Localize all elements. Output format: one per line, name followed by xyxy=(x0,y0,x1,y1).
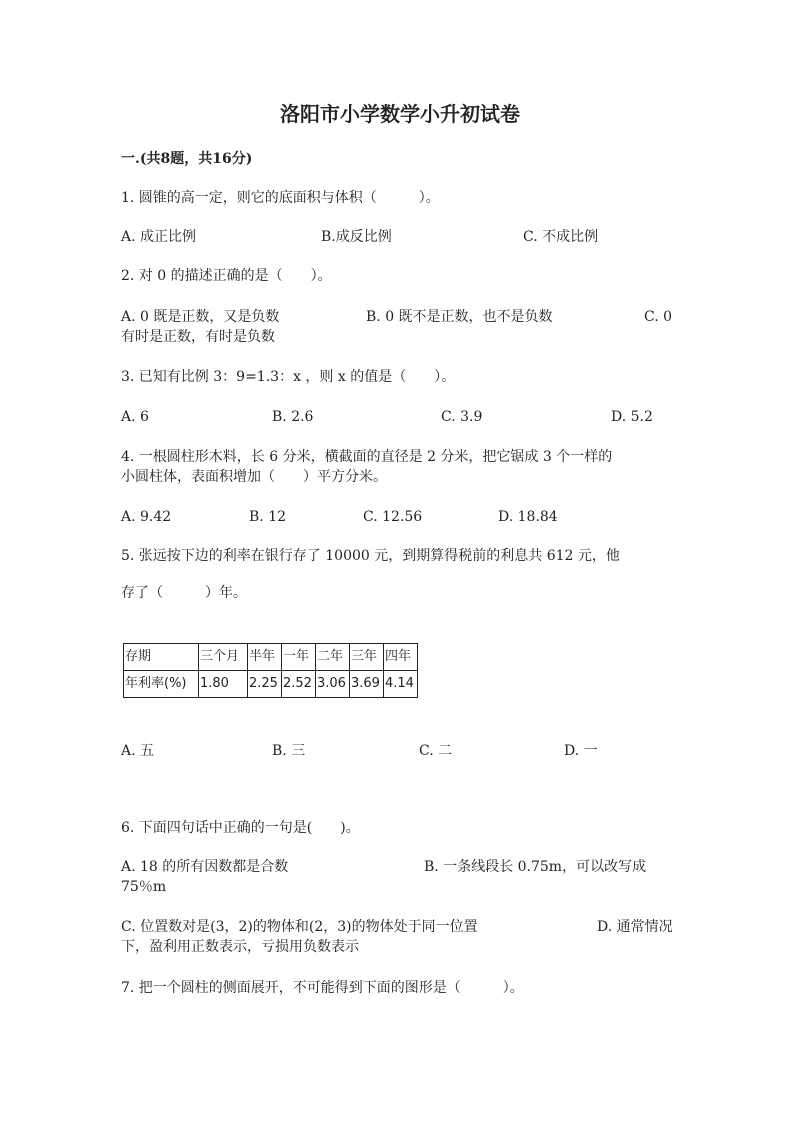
question-4-stem-line2: 小圆柱体，表面积增加（ ）平方分米。 xyxy=(121,469,387,485)
section-heading: 一.(共8题，共16分) xyxy=(121,151,253,167)
question-5-option-b: B. 三 xyxy=(272,743,306,759)
table-cell: 4.14 xyxy=(384,671,418,698)
table-cell: 二年 xyxy=(316,644,350,671)
question-5-option-a: A. 五 xyxy=(121,743,155,759)
question-6-option-d-wrap: 下，盈利用正数表示，亏损用负数表示 xyxy=(121,939,359,955)
table-cell: 三个月 xyxy=(199,644,248,671)
table-cell: 1.80 xyxy=(199,671,248,698)
question-3-option-d: D. 5.2 xyxy=(611,409,653,425)
question-6-option-c: C. 位置数对是(3，2)的物体和(2，3)的物体处于同一位置 xyxy=(121,919,478,935)
page-title: 洛阳市小学数学小升初试卷 xyxy=(280,102,520,126)
table-header-row xyxy=(124,644,418,671)
question-3-option-a: A. 6 xyxy=(121,409,149,425)
question-4-option-a: A. 9.42 xyxy=(121,509,172,525)
table-cell: 一年 xyxy=(282,644,316,671)
question-2-option-b: B. 0 既不是正数，也不是负数 xyxy=(366,309,553,325)
question-2-option-c-wrap: 有时是正数，有时是负数 xyxy=(121,329,275,345)
table-cell: 2.52 xyxy=(282,671,316,698)
table-cell: 3.06 xyxy=(316,671,350,698)
question-3-stem: 3. 已知有比例 3：9=1.3：x ，则 x 的值是（ ）。 xyxy=(121,369,456,385)
question-2-option-c: C. 0 xyxy=(644,309,673,325)
question-5-option-d: D. 一 xyxy=(564,743,598,759)
question-6-option-b: B. 一条线段长 0.75m，可以改写成 xyxy=(424,859,647,875)
question-1-stem: 1. 圆锥的高一定，则它的底面积与体积（ ）。 xyxy=(121,190,440,206)
question-2-option-a: A. 0 既是正数，又是负数 xyxy=(121,309,280,325)
question-4-stem-line1: 4. 一根圆柱形木料，长 6 分米，横截面的直径是 2 分米，把它锯成 3 个一样的 xyxy=(121,449,613,465)
table-cell: 半年 xyxy=(248,644,282,671)
table-cell: 存期 xyxy=(124,644,199,671)
table-row xyxy=(124,671,418,698)
question-2-stem: 2. 对 0 的描述正确的是（ ）。 xyxy=(121,268,332,284)
table-cell: 四年 xyxy=(384,644,418,671)
question-1-option-a: A. 成正比例 xyxy=(121,229,197,245)
table-cell: 2.25 xyxy=(248,671,282,698)
question-1-option-c: C. 不成比例 xyxy=(523,229,599,245)
question-6-option-b-wrap: 75％m xyxy=(121,879,167,895)
question-4-option-c: C. 12.56 xyxy=(363,509,423,525)
table-cell: 年利率(%) xyxy=(124,671,199,698)
question-6-option-a: A. 18 的所有因数都是合数 xyxy=(121,859,289,875)
question-5-option-c: C. 二 xyxy=(419,743,453,759)
question-6-stem: 6. 下面四句话中正确的一句是( )。 xyxy=(121,820,360,836)
question-6-option-d: D. 通常情况 xyxy=(597,919,673,935)
question-5-stem-line1: 5. 张远按下边的利率在银行存了 10000 元，到期算得税前的利息共 612 元，他 xyxy=(121,548,620,564)
table-cell: 三年 xyxy=(350,644,384,671)
question-5-stem-line2: 存了（ ）年。 xyxy=(121,585,247,601)
question-7-stem: 7. 把一个圆柱的侧面展开，不可能得到下面的图形是（ ）。 xyxy=(121,980,524,996)
question-3-option-c: C. 3.9 xyxy=(441,409,483,425)
question-4-option-d: D. 18.84 xyxy=(498,509,558,525)
table-cell: 3.69 xyxy=(350,671,384,698)
interest-rate-table xyxy=(123,643,418,698)
question-1-option-b: B.成反比例 xyxy=(321,229,392,245)
question-3-option-b: B. 2.6 xyxy=(272,409,314,425)
question-4-option-b: B. 12 xyxy=(249,509,287,525)
